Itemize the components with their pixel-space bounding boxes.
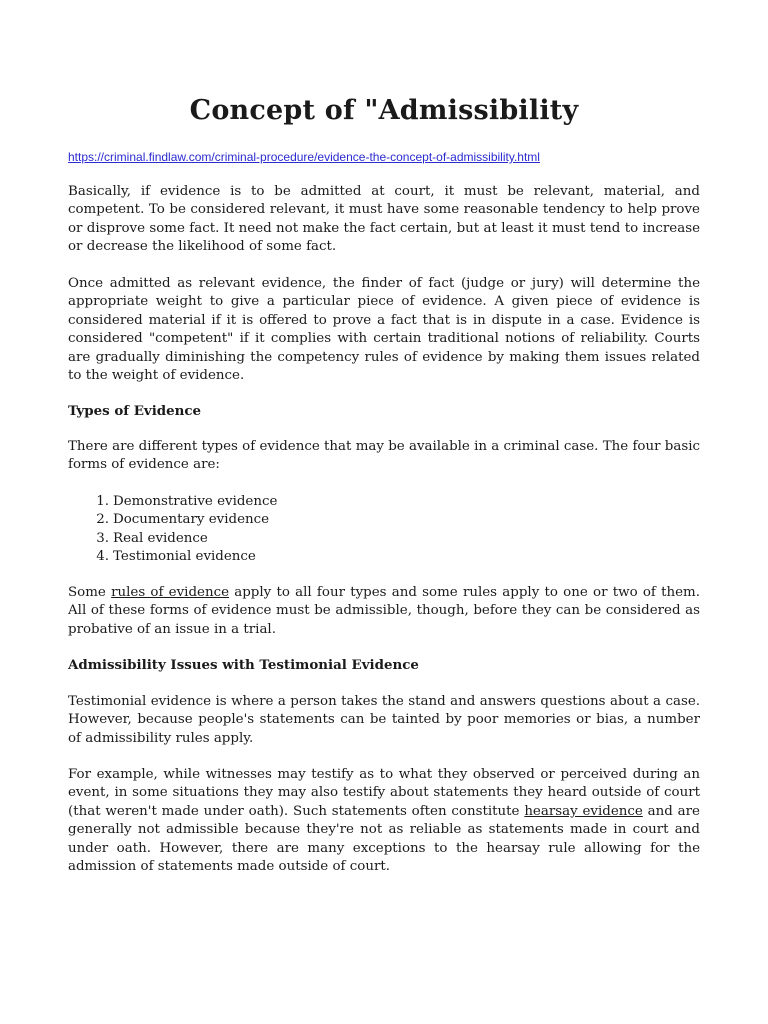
list-item [96, 493, 278, 511]
document-title: Concept of "Admissibility [189, 95, 579, 126]
paragraph-weight: Once admitted as relevant evidence, the finder of fact (judge or jury) will determine the appropriate weight to give a particular piece of evidence. A given piece of evidence is considered material if it is offered to prove a fact that is in dispute in a case. Evidence is considered "competent" if it complies with certain traditional notions of reliability. Courts are gradually diminishing the competency rules of evidence by making them issues related to the weight of evidence. [68, 276, 700, 384]
list-item-number: 3. [96, 530, 109, 546]
paragraph-rules-of-evidence: Some rules of evidence apply to all four types and some rules apply to one or two of them. All of these forms of evidence must be admissible, though, before they can be considered as probative of an issue in a trial. [68, 585, 700, 637]
rules-of-evidence-link[interactable]: rules of evidence [111, 585, 230, 600]
paragraph-types-intro: There are different types of evidence that may be available in a criminal case. The four basic forms of evidence are: [68, 439, 700, 473]
list-item-label: Real evidence [113, 530, 208, 546]
list-item-label: Testimonial evidence [113, 549, 256, 565]
paragraph-relevance: Basically, if evidence is to be admitted at court, it must be relevant, material, and competent. To be considered relevant, it must have some reasonable tendency to help prove or disprove some fact. It need not make the fact certain, but at least it must tend to increase or decrease the likelihood of some fact. [68, 184, 700, 255]
evidence-types-list [68, 493, 277, 567]
paragraph-hearsay: For example, while witnesses may testify as to what they observed or perceived during an event, in some situations they may also testify about statements they heard outside of court (that weren't made under oath). Such statements often constitute hearsay evidence and are generally not admissible because they're not as reliable as statements made in court and under oath. However, there are many exceptions to the hearsay rule allowing for the admission of statements made outside of court. [68, 767, 700, 875]
list-item [96, 548, 277, 566]
source-url-link[interactable]: https://criminal.findlaw.com/criminal-procedure/evidence-the-concept-of-admissibility.html [68, 150, 540, 164]
list-item-label: Demonstrative evidence [113, 494, 278, 509]
list-item [96, 530, 277, 548]
list-item-number: 4. [96, 549, 109, 565]
list-item-number: 2. [96, 512, 109, 528]
heading-testimonial-issues: Admissibility Issues with Testimonial Evidence [68, 657, 419, 673]
list-item [96, 511, 277, 529]
list-item-label: Documentary evidence [113, 512, 270, 528]
heading-types-of-evidence: Types of Evidence [68, 403, 202, 419]
hearsay-evidence-link[interactable]: hearsay evidence [524, 803, 643, 819]
list-item-number: 1. [96, 494, 109, 509]
paragraph-testimonial: Testimonial evidence is where a person takes the stand and answers questions about a case. However, because people's statements can be tainted by poor memories or bias, a number of admissibility rules apply. [68, 694, 700, 746]
